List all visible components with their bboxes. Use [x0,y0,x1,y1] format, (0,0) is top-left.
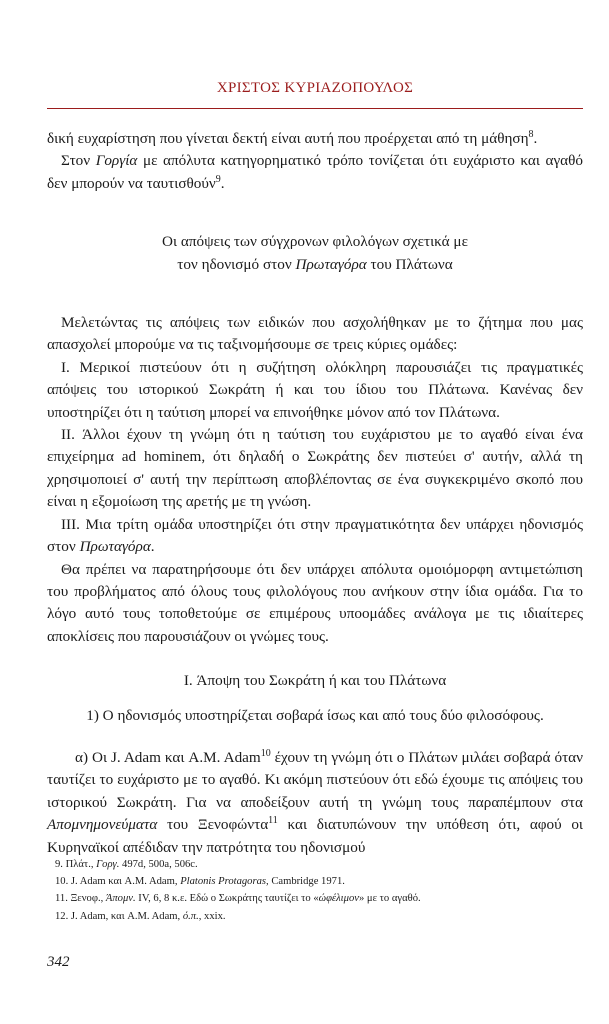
paragraph-group-3 [47,514,583,559]
p7-text-b: έχουν τη γνώμη ότι ο Πλάτων μιλάει σοβαρά όταν ταυτίζει το ευχάριστο με το αγαθό. Κι ακόμη πιστεύουν ότι εδώ έχουμε τις απόψεις του ιστορικού Σωκράτη. Για να αποδείξουν αυτή τη γνώμη τους παραπέμπουν στα [47,748,583,811]
fn9-italic: Γοργ. [96,859,120,870]
footnotes [55,856,583,925]
fn9-b: 497d, 500a, 506c. [119,859,198,870]
footnote-ref-8[interactable]: 8 [528,128,534,140]
p5-text-a: III. Μια τρίτη ομάδα υποστηρίζει ότι στην πραγματικότητα δεν υπάρχει ηδονισμός στον [47,515,583,556]
subheading-line-2b: του Πλάτωνα [366,255,453,273]
section-subheading [47,231,583,276]
fn12-b: , xxix. [198,910,226,922]
fn9-a: 9. Πλάτ., [55,859,97,870]
footnote-ref-11[interactable]: 11 [268,815,278,827]
p7-text-c: του Ξενοφώντα [157,816,269,834]
fn10-b: Cambridge 1971. [268,876,345,888]
paragraph-6: Θα πρέπει να παρατηρήσουμε ότι δεν υπάρχει απόλυτα ομοιόμορφη αντιμετώπιση του προβλήματος από όλους τους φιλολόγους που ανήκουν στην ίδια ομάδα. Για το λόγο αυτό τους τοποθετούμε σε επιμέρους υποομάδες ανάλογα με τις ιδιαίτερες αποκλίσεις που παρουσιάζουν οι γνώμες τους. [47,560,583,645]
p1-text-a: δική ευχαρίστηση που γίνεται δεκτή είναι αυτή που προέρχεται από τη μάθηση [47,130,529,147]
footnote-12 [55,908,583,925]
footnote-11 [55,890,583,907]
paragraph-2: Μελετώντας τις απόψεις των ειδικών που ασχολήθηκαν με το ζήτημα που μας απασχολεί μπορούμε να τις ταξινομήσουμε σε τρεις κύριες ομάδες: [47,314,583,354]
subheading-line-1: Οι απόψεις των σύγχρονων φιλολόγων σχετικά με [162,233,468,251]
fn11-b: IV, 6, 8 κ.ε. Εδώ ο Σωκράτης ταυτίζει το « [135,893,319,905]
p1-text-b: . [533,130,538,147]
fn12-a: 12. J. Adam, και A.M. Adam, [55,910,183,922]
paragraph-7 [47,747,583,859]
subheading-line-2a: τον ηδονισμό στον [177,255,296,273]
footnote-ref-10[interactable]: 10 [260,747,271,759]
p7-text-d: και διατυπώνουν την υπόθεση ότι, αφού οι Κυρηναϊκοί απέδιδαν την πατρότητα του ηδονισμού [47,816,584,856]
fn10-a: 10. J. Adam και A.M. Adam, [55,876,181,888]
p1-text-c: Στον [61,152,96,170]
footnote-10 [55,873,583,890]
body-text [47,128,583,859]
p7-italic-apomnemoneumata: Απομνημονεύματα [47,816,158,834]
fn11-italic: Άπομν. [105,893,136,905]
fn11-a: 11. Ξενοφ., [55,893,106,905]
fn11-italic-2: ώφέλιμον [318,893,359,905]
page-number: 342 [47,954,70,970]
p1-text-e: . [220,174,225,192]
p5-italic-protagoras: Πρωταγόρα [79,538,151,556]
paragraph-group-1: I. Μερικοί πιστεύουν ότι η συζήτηση ολόκληρη παρουσιάζει τις πραγματικές απόψεις του ιστορικού Σωκράτη ή και του ίδιου του Πλάτωνα. Κανένας δεν υποστηρίζει ότι η ταύτιση μπορεί να επινοήθηκε μόνον από τον Πλάτωνα. [47,358,583,421]
footnote-9 [55,856,583,873]
fn11-c: » με το αγαθό. [358,893,421,905]
p1-italic-gorgias: Γοργία [95,152,138,170]
p7-text-a: α) Οι J. Adam και A.M. Adam [75,748,261,766]
footnote-ref-9[interactable]: 9 [215,173,221,185]
paragraph-1 [47,128,583,150]
p1-text-d: με απόλυτα κατηγορηματικό τρόπο τονίζεται ότι ευχάριστο και αγαθό δεν μπορούν να ταυτισθούν [47,152,583,192]
fn12-italic: ό.π. [182,910,199,922]
section-heading-number-1: 1) Ο ηδονισμός υποστηρίζεται σοβαρά ίσως και από τους δύο φιλοσόφους. [86,706,544,724]
paragraph-1b [47,150,583,195]
paragraph-group-2: II. Άλλοι έχουν τη γνώμη ότι η ταύτιση του ευχάριστου με το αγαθό είναι ένα επιχείρημα ad hominem, ότι δηλαδή ο Σωκράτης δεν πιστεύει σ' αυτήν, αλλά τη χρησιμοποιεί σ' αυτή την περίπτωση αποβλέποντας σε ένα συγκεκριμένο σκοπό που είναι η εξομοίωση της αρετής με τη γνώση. [47,426,583,511]
running-head: ΧΡΙΣΤΟΣ ΚΥΡΙΑΖΟΠΟΥΛΟΣ [216,80,414,96]
section-heading-roman-1: I. Άποψη του Σωκράτη ή και του Πλάτωνα [183,672,447,690]
p5-text-b: . [150,538,155,556]
header-rule [47,108,583,109]
fn10-italic: Platonis Protagoras, [180,876,269,888]
subheading-italic-protagoras: Πρωταγόρα [295,255,367,273]
